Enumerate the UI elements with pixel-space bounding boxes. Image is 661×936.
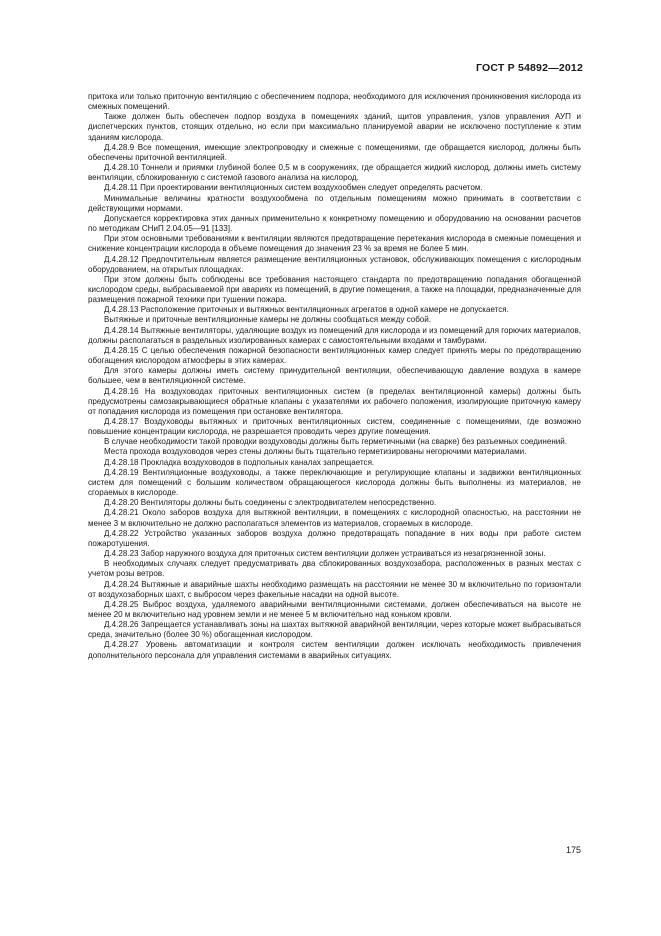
paragraph: Для этого камеры должны иметь систему принудительной вентиляции, обеспечивающую давление воздуха в камере большее, чем в вентиляционной системе. bbox=[88, 366, 581, 386]
paragraph: Д.4.28.25 Выброс воздуха, удаляемого аварийными вентиляционными системами, должен обеспечиваться на высоте не менее 20 м включительно над уровнем земли и не менее 5 м включительно над коньком кровли. bbox=[88, 599, 581, 619]
paragraph: В случае необходимости такой проводки воздуховоды должны быть герметичными (на сварке) без разъемных соединений. bbox=[104, 437, 568, 447]
paragraph: Д.4.28.9 Все помещения, имеющие электропроводку и смежные с помещениями, где обращается кислород, должны быть обеспечены приточной вентиляцией. bbox=[88, 142, 581, 162]
paragraph: Д.4.28.11 При проектировании вентиляционных систем воздухообмен следует определять расчетом. bbox=[104, 183, 483, 193]
document-header: ГОСТ Р 54892—2012 bbox=[475, 62, 583, 74]
document-body bbox=[88, 92, 581, 661]
paragraph: Вытяжные и приточные вентиляционные камеры не должны сообщаться между собой. bbox=[104, 315, 432, 325]
paragraph: Д.4.28.17 Воздуховоды вытяжных и приточных вентиляционных систем, соединенные с помещениями, где возможно повышение концентрации кислорода, не разрешается проводить через другие помещения. bbox=[88, 417, 581, 437]
paragraph: Минимальные величины кратности воздухообмена по отдельным помещениям можно принимать в соответствии с действующими нормами. bbox=[88, 193, 581, 213]
paragraph: Д.4.28.21 Около заборов воздуха для вытяжной вентиляции, в помещениях с кислородной опасностью, на расстоянии не менее 3 м включительно не должно располагаться элементов из материалов, сгораемых в кислороде. bbox=[88, 508, 581, 528]
paragraph: Д.4.28.13 Расположение приточных и вытяжных вентиляционных агрегатов в одной камере не допускается. bbox=[104, 305, 509, 315]
paragraph: Допускается корректировка этих данных применительно к конкретному помещению и оборудованию на основании расчетов по методикам СНиП 2.04.05—91 [133]. bbox=[88, 213, 581, 234]
paragraph: притока или только приточную вентиляцию с обеспечением подпора, необходимого для исключения проникновения кислорода из смежных помещений. bbox=[88, 92, 581, 112]
paragraph: Также должен быть обеспечен подпор воздуха в помещениях зданий, щитов управления, узлов управления АУП и диспетчерских пунктов, стоящих отдельно, но если при максимально планируемой аварии не исключено поступление к этим зданиям кислорода. bbox=[88, 112, 581, 142]
paragraph: При этом должны быть соблюдены все требования настоящего стандарта по предотвращению попадания обогащенной кислородом среды, выбрасываемой при авариях из помещений, в другие помещения, а также на площадки, предназначенные для размещения пожарной техники при тушении пожара. bbox=[88, 274, 581, 305]
paragraph: Д.4.28.26 Запрещается устанавливать зоны на шахтах вытяжной аварийной вентиляции, через которые может выбрасываться среда, значительно (более 30 %) обогащенная кислородом. bbox=[88, 620, 581, 640]
paragraph: Д.4.28.19 Вентиляционные воздуховоды, а также переключающие и регулирующие клапаны и задвижки вентиляционных систем для помещений с большим количеством обращающегося кислорода должны быть выполнены из материалов, не сгораемых в кислороде. bbox=[88, 467, 581, 498]
paragraph: Д.4.28.24 Вытяжные и аварийные шахты необходимо размещать на расстоянии не менее 30 м включительно по горизонтали от воздухозаборных шахт, с выбросом через факельные насадки на одной высоте. bbox=[88, 579, 581, 599]
paragraph: Д.4.28.20 Вентиляторы должны быть соединены с электродвигателем непосредственно. bbox=[104, 498, 437, 508]
paragraph: В необходимых случаях следует предусматривать два сблокированных воздухозабора, расположенных в разных местах с учетом розы ветров. bbox=[88, 559, 581, 579]
paragraph: Д.4.28.22 Устройство указанных заборов воздуха должно предотвращать попадание в них воды при работе систем пожаротушения. bbox=[88, 528, 581, 548]
paragraph: При этом основными требованиями к вентиляции являются предотвращение перетекания кислорода в смежные помещения и снижение концентрации кислорода в объеме помещения до значения 23 % за время не более 5 мин. bbox=[88, 234, 581, 254]
paragraph: Д.4.28.23 Забор наружного воздуха для приточных систем вентиляции должен устраиваться из незагрязненной зоны. bbox=[104, 549, 546, 559]
paragraph: Д.4.28.10 Тоннели и приямки глубиной более 0,5 м в сооружениях, где обращается жидкий кислород, должны иметь систему вентиляции, сблокированную с системой газового анализа на кислород. bbox=[88, 163, 581, 183]
page-number: 175 bbox=[565, 845, 581, 855]
paragraph: Д.4.28.18 Прокладка воздуховодов в подпольных каналах запрещается. bbox=[104, 457, 375, 467]
paragraph: Д.4.28.12 Предпочтительным является размещение вентиляционных установок, обслуживающих помещения с кислородным оборудованием, на открытых площадках. bbox=[88, 254, 581, 274]
paragraph: Д.4.28.27 Уровень автоматизации и контроля систем вентиляции должен исключать необходимость привлечения дополнительного персонала для управления системами в аварийных ситуациях. bbox=[88, 640, 581, 660]
paragraph: Места прохода воздуховодов через стены должны быть тщательно герметизированы негорючими материалами. bbox=[104, 447, 527, 457]
paragraph: Д.4.28.14 Вытяжные вентиляторы, удаляющие воздух из помещений для кислорода и из помещений для горючих материалов, должны располагаться в раздельных изолированных камерах с самостоятельными входами и тамбурами. bbox=[88, 325, 581, 345]
paragraph: Д.4.28.16 На воздуховодах приточных вентиляционных систем (в пределах вентиляционной камеры) должны быть предусмотрены самозакрывающиеся обратные клапаны с указателями их рабочего положения, изолирующие приточную камеру от попадания кислорода из помещения при остановке вентилятора. bbox=[88, 386, 581, 416]
paragraph: Д.4.28.15 С целью обеспечения пожарной безопасности вентиляционных камер следует принять меры по предотвращению обогащения кислородом атмосферы в этих камерах. bbox=[88, 345, 581, 366]
